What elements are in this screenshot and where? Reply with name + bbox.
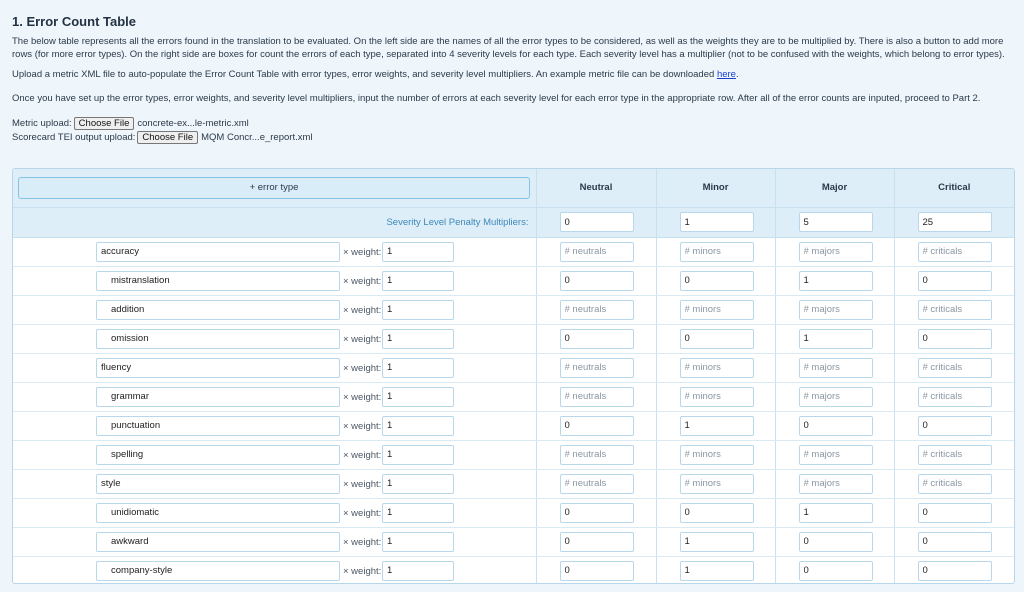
scorecard-choose-file-button[interactable]: Choose File [137,131,198,144]
major-count-input[interactable] [799,503,873,523]
count-cell [775,556,894,584]
critical-count-input[interactable] [918,416,992,436]
count-cell [775,382,894,411]
minor-count-input[interactable] [680,387,754,407]
error-type-cell [13,440,536,469]
count-cell [536,237,656,266]
metric-file-name: concrete-ex...le-metric.xml [137,117,249,129]
weight-label: × weight: [343,362,382,374]
neutral-count-input[interactable] [560,300,634,320]
count-cell [656,440,775,469]
table-row [13,324,1014,353]
neutral-count-input[interactable] [560,387,634,407]
error-weight-input[interactable] [382,387,454,407]
count-cell [894,527,1014,556]
header-neutral: Neutral [536,169,656,207]
multiplier-cell [894,207,1014,237]
neutral-count-input[interactable] [560,329,634,349]
count-cell [775,295,894,324]
major-count-input[interactable] [799,561,873,581]
count-cell [894,266,1014,295]
count-cell [656,469,775,498]
metric-upload-label: Metric upload: [12,117,72,129]
count-cell [894,237,1014,266]
count-cell [894,498,1014,527]
error-type-name-input[interactable] [96,300,340,320]
count-cell [775,440,894,469]
table-row [13,237,1014,266]
error-type-cell [13,527,536,556]
minor-count-input[interactable] [680,358,754,378]
neutral-count-input[interactable] [560,561,634,581]
critical-multiplier-input[interactable] [918,212,992,232]
count-cell [536,498,656,527]
minor-count-input[interactable] [680,416,754,436]
count-cell [894,440,1014,469]
error-type-name-input[interactable] [96,474,340,494]
minor-multiplier-input[interactable] [680,212,754,232]
weight-label: × weight: [343,507,382,519]
critical-count-input[interactable] [918,300,992,320]
multiplier-label: Severity Level Penalty Multipliers: [13,207,536,237]
weight-label: × weight: [343,536,382,548]
table-row [13,527,1014,556]
scorecard-upload-row [12,130,1012,144]
count-cell [656,295,775,324]
critical-count-input[interactable] [918,271,992,291]
minor-count-input[interactable] [680,474,754,494]
error-type-cell [13,295,536,324]
critical-count-input[interactable] [918,242,992,262]
table-row [13,498,1014,527]
error-weight-input[interactable] [382,474,454,494]
count-cell [656,556,775,584]
weight-label: × weight: [343,478,382,490]
multiplier-row [13,207,1014,237]
error-type-cell [13,266,536,295]
table-row [13,440,1014,469]
error-type-cell [13,469,536,498]
minor-count-input[interactable] [680,329,754,349]
error-weight-input[interactable] [382,561,454,581]
multiplier-cell [536,207,656,237]
weight-label: × weight: [343,565,382,577]
weight-label: × weight: [343,304,382,316]
table-row [13,382,1014,411]
metric-upload-row [12,116,1012,130]
minor-count-input[interactable] [680,445,754,465]
header-minor: Minor [656,169,775,207]
critical-count-input[interactable] [918,503,992,523]
error-type-name-input[interactable] [96,445,340,465]
count-cell [775,266,894,295]
count-cell [536,440,656,469]
error-type-name-input[interactable] [96,561,340,581]
table-row [13,469,1014,498]
error-type-name-input[interactable] [96,242,340,262]
error-weight-input[interactable] [382,358,454,378]
critical-count-input[interactable] [918,387,992,407]
count-cell [656,527,775,556]
neutral-count-input[interactable] [560,271,634,291]
error-type-cell [13,382,536,411]
count-cell [536,324,656,353]
metric-choose-file-button[interactable]: Choose File [74,117,135,130]
error-type-name-input[interactable] [96,271,340,291]
count-cell [894,411,1014,440]
count-cell [656,382,775,411]
critical-count-input[interactable] [918,445,992,465]
major-count-input[interactable] [799,445,873,465]
count-cell [775,527,894,556]
major-count-input[interactable] [799,329,873,349]
scorecard-upload-label: Scorecard TEI output upload: [12,131,136,143]
multiplier-cell [775,207,894,237]
count-cell [894,556,1014,584]
critical-count-input[interactable] [918,474,992,494]
minor-count-input[interactable] [680,532,754,552]
count-cell [536,382,656,411]
count-cell [536,556,656,584]
weight-label: × weight: [343,449,382,461]
error-type-cell [13,353,536,382]
count-cell [656,324,775,353]
error-weight-input[interactable] [382,329,454,349]
count-cell [656,498,775,527]
count-cell [894,469,1014,498]
table-row [13,411,1014,440]
minor-count-input[interactable] [680,300,754,320]
count-cell [775,324,894,353]
intro-p2-prefix: Upload a metric XML file to auto-populate the Error Count Table with error types, error weights, and severity level multipliers. An example metric file can be downloaded [12,69,717,80]
error-type-name-input[interactable] [96,532,340,552]
error-type-name-input[interactable] [96,358,340,378]
neutral-count-input[interactable] [560,532,634,552]
error-weight-input[interactable] [382,416,454,436]
count-cell [894,324,1014,353]
add-error-type-button[interactable]: + error type [18,177,530,199]
section-title: 1. Error Count Table [12,14,136,29]
count-cell [536,527,656,556]
error-type-cell [13,237,536,266]
intro-paragraph-3: Once you have set up the error types, error weights, and severity level multipliers, input the number of errors at each severity level for each error type in the appropriate row. After all of the error counts are inputed, proceed to Part 2. [12,92,981,104]
minor-count-input[interactable] [680,271,754,291]
intro-paragraph-2 [12,69,1012,82]
neutral-count-input[interactable] [560,242,634,262]
neutral-count-input[interactable] [560,358,634,378]
error-type-name-input[interactable] [96,503,340,523]
neutral-multiplier-input[interactable] [560,212,634,232]
error-weight-input[interactable] [382,300,454,320]
count-cell [775,411,894,440]
intro-paragraph-1: The below table represents all the errors found in the translation to be evaluated. On the left side are the names of all the error types to be considered, as well as the weights they are to be multiplied by. There is also a button to add more rows (for more error types). On the right side are boxes for count the errors of each type, separated into 4 severity levels for each type. Each severity level has a multiplier (not to be confused with the weights, which belong to error types). [12,36,1005,60]
count-cell [894,295,1014,324]
error-weight-input[interactable] [382,445,454,465]
count-cell [894,382,1014,411]
critical-count-input[interactable] [918,561,992,581]
scorecard-file-name: MQM Concr...e_report.xml [201,131,313,143]
table-row [13,266,1014,295]
critical-count-input[interactable] [918,358,992,378]
major-count-input[interactable] [799,300,873,320]
neutral-count-input[interactable] [560,416,634,436]
error-type-cell [13,324,536,353]
error-weight-input[interactable] [382,503,454,523]
weight-label: × weight: [343,333,382,345]
count-cell [656,353,775,382]
error-type-cell [13,498,536,527]
major-count-input[interactable] [799,474,873,494]
count-cell [656,411,775,440]
major-multiplier-input[interactable] [799,212,873,232]
major-count-input[interactable] [799,416,873,436]
add-error-type-cell [13,169,536,207]
weight-label: × weight: [343,391,382,403]
count-cell [775,469,894,498]
error-type-cell [13,411,536,440]
major-count-input[interactable] [799,532,873,552]
error-type-name-input[interactable] [96,416,340,436]
count-cell [536,295,656,324]
major-count-input[interactable] [799,358,873,378]
count-cell [775,498,894,527]
error-type-name-input[interactable] [96,329,340,349]
intro-p2-suffix: . [735,69,739,80]
weight-label: × weight: [343,420,382,432]
count-cell [536,353,656,382]
neutral-count-input[interactable] [560,445,634,465]
minor-count-input[interactable] [680,503,754,523]
error-type-cell [13,556,536,584]
count-cell [536,266,656,295]
header-critical: Critical [894,169,1014,207]
minor-count-input[interactable] [680,561,754,581]
error-type-name-input[interactable] [96,387,340,407]
count-cell [775,353,894,382]
table-row [13,295,1014,324]
weight-label: × weight: [343,275,382,287]
count-cell [536,411,656,440]
neutral-count-input[interactable] [560,474,634,494]
table-row [13,556,1014,584]
major-count-input[interactable] [799,387,873,407]
critical-count-input[interactable] [918,532,992,552]
error-weight-input[interactable] [382,242,454,262]
minor-count-input[interactable] [680,242,754,262]
count-cell [656,266,775,295]
count-cell [775,237,894,266]
header-major: Major [775,169,894,207]
error-count-table [12,168,1015,584]
error-weight-input[interactable] [382,271,454,291]
error-weight-input[interactable] [382,532,454,552]
multiplier-cell [656,207,775,237]
major-count-input[interactable] [799,271,873,291]
table-row [13,353,1014,382]
count-cell [656,237,775,266]
neutral-count-input[interactable] [560,503,634,523]
major-count-input[interactable] [799,242,873,262]
example-metric-link[interactable]: here [716,69,736,80]
critical-count-input[interactable] [918,329,992,349]
count-cell [536,469,656,498]
weight-label: × weight: [343,246,382,258]
count-cell [894,353,1014,382]
